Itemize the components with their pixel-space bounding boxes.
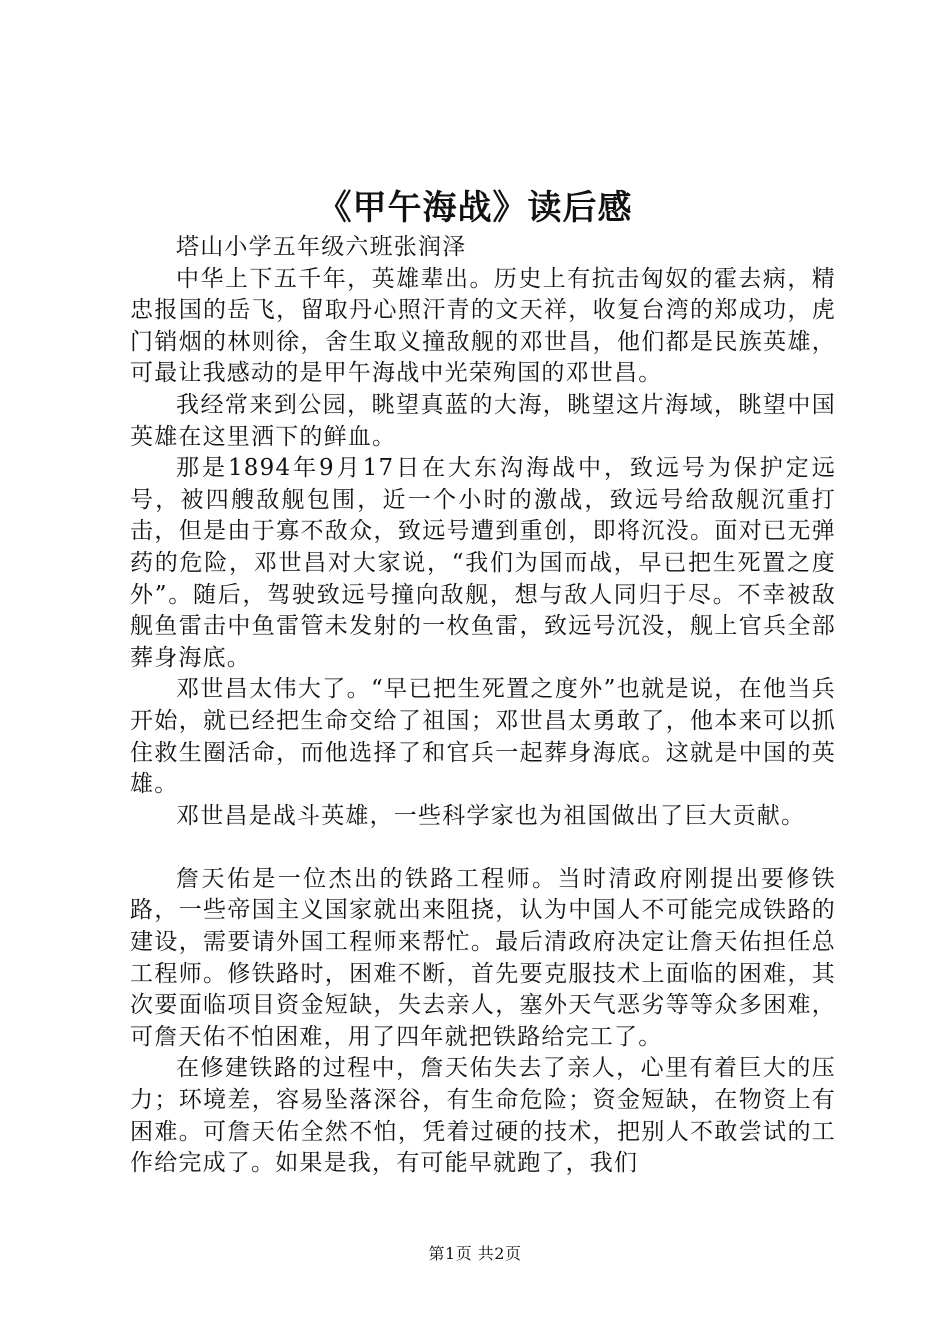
page-footer: 第1页 共2页: [428, 1244, 522, 1263]
paragraph-spacer: [130, 832, 836, 864]
paragraph: 那是1894年9月17日在大东沟海战中，致远号为保护定远号，被四艘敌舰包围，近一个小时的激战，致远号给敌舰沉重打击，但是由于寡不敌众，致远号遭到重创，即将沉没。面对已无弹药的危险，邓世昌对大家说，“我们为国而战，早已把生死置之度外”。随后，驾驶致远号撞向敌舰，想与敌人同归于尽。不幸被敌舰鱼雷击中鱼雷管未发射的一枚鱼雷，致远号沉没，舰上官兵全部葬身海底。: [130, 455, 836, 671]
author-line: 塔山小学五年级六班张润泽: [176, 234, 467, 260]
document-title: 《甲午海战》读后感: [317, 188, 633, 228]
paragraph: 我经常来到公园，眺望真蓝的大海，眺望这片海域，眺望中国英雄在这里洒下的鲜血。: [130, 391, 836, 450]
paragraph: 邓世昌是战斗英雄，一些科学家也为祖国做出了巨大贡献。: [176, 802, 806, 829]
paragraph: 詹天佑是一位杰出的铁路工程师。当时清政府刚提出要修铁路，一些帝国主义国家就出来阻挠，认为中国人不可能完成铁路的建设，需要请外国工程师来帮忙。最后清政府决定让詹天佑担任总工程师。修铁路时，困难不断，首先要克服技术上面临的困难，其次要面临项目资金短缺，失去亲人，塞外天气恶劣等等众多困难，可詹天佑不怕困难，用了四年就把铁路给完工了。: [130, 865, 836, 1050]
document-body: [130, 232, 836, 1180]
paragraph: 在修建铁路的过程中，詹天佑失去了亲人，心里有着巨大的压力；环境差，容易坠落深谷，有生命危险；资金短缺，在物资上有困难。可詹天佑全然不怕，凭着过硬的技术，把别人不敢尝试的工作给完成了。如果是我，有可能早就跑了，我们: [130, 1055, 836, 1177]
paragraph: 中华上下五千年，英雄辈出。历史上有抗击匈奴的霍去病，精忠报国的岳飞，留取丹心照汗青的文天祥，收复台湾的郑成功，虎门销烟的林则徐，舍生取义撞敌舰的邓世昌，他们都是民族英雄，可最让我感动的是甲午海战中光荣殉国的邓世昌。: [130, 265, 836, 387]
paragraph: 邓世昌太伟大了。“早已把生死置之度外”也就是说，在他当兵开始，就已经把生命交给了祖国；邓世昌太勇敢了，他本来可以抓住救生圈活命，而他选择了和官兵一起葬身海底。这就是中国的英雄。: [130, 676, 836, 798]
